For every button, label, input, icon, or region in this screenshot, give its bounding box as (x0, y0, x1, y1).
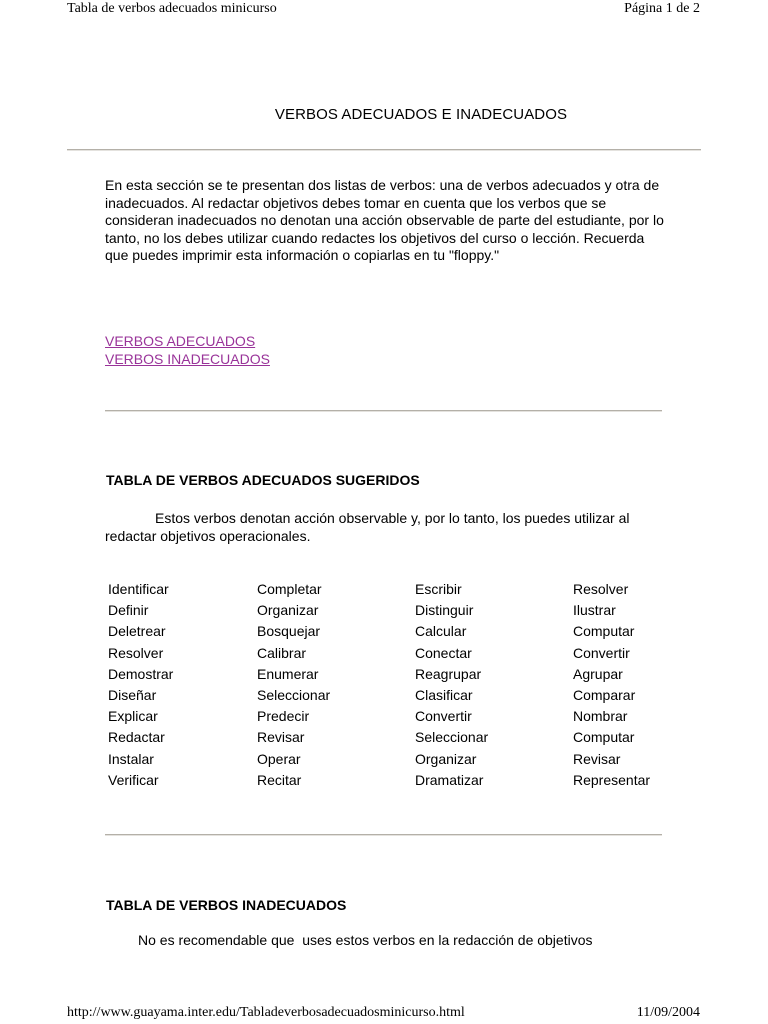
verb-cell: Nombrar (573, 708, 628, 725)
verb-cell: Ilustrar (573, 602, 616, 619)
verb-cell: Demostrar (108, 665, 174, 682)
verb-cell: Verificar (108, 771, 159, 788)
inadecuados-description: No es recomendable que uses estos verbos en la redacción de objetivos (138, 932, 593, 948)
section-heading-verbos-inadecuados: TABLA DE VERBOS INADECUADOS (106, 897, 347, 913)
verb-cell: Bosquejar (257, 623, 321, 640)
verb-cell: Agrupar (573, 665, 623, 682)
verb-cell: Definir (108, 602, 149, 619)
verb-cell: Escribir (415, 581, 462, 597)
verb-cell: Computar (573, 623, 635, 640)
verb-table (0, 579, 768, 799)
verb-cell: Predecir (257, 708, 310, 725)
section-heading-verbos-adecuados: TABLA DE VERBOS ADECUADOS SUGERIDOS (106, 472, 420, 488)
verb-column (573, 579, 650, 791)
verb-cell: Calcular (415, 623, 467, 640)
verb-cell: Convertir (415, 708, 472, 725)
verb-cell: Dramatizar (415, 771, 484, 788)
verb-cell: Organizar (415, 750, 477, 767)
print-footer-date: 11/09/2004 (636, 1005, 700, 1020)
verb-cell: Deletrear (108, 623, 166, 640)
verb-column (257, 579, 330, 791)
verb-cell: Redactar (108, 729, 165, 746)
verb-cell: Diseñar (108, 687, 157, 704)
verb-cell: Representar (573, 771, 651, 788)
print-footer-url: http://www.guayama.inter.edu/Tabladeverbosadecuadosminicurso.html (67, 1005, 465, 1020)
print-header-title: Tabla de verbos adecuados minicurso (67, 1, 277, 16)
verb-cell: Convertir (573, 644, 630, 661)
verb-cell: Reagrupar (415, 665, 482, 682)
link-verbos-adecuados[interactable]: VERBOS ADECUADOS (105, 333, 256, 349)
verb-cell: Resolver (573, 581, 629, 597)
verb-cell: Resolver (108, 644, 164, 661)
adecuados-description: Estos verbos denotan acción observable y, por lo tanto, los puedes utilizar al redactar objetivos operacionales. (105, 510, 630, 544)
horizontal-divider (105, 834, 662, 836)
verb-cell: Comparar (573, 687, 636, 704)
verb-cell: Enumerar (257, 665, 319, 682)
verb-cell: Revisar (257, 729, 305, 746)
link-verbos-inadecuados[interactable]: VERBOS INADECUADOS (105, 351, 270, 367)
verb-cell: Calibrar (257, 644, 307, 661)
horizontal-divider (67, 149, 701, 151)
verb-column (415, 579, 488, 791)
print-header-page-number: Página 1 de 2 (624, 1, 700, 16)
verb-cell: Conectar (415, 644, 472, 661)
verb-cell: Completar (257, 581, 322, 597)
verb-cell: Distinguir (415, 602, 474, 619)
verb-column (108, 579, 173, 791)
verb-cell: Instalar (108, 750, 154, 767)
verb-cell: Operar (257, 750, 301, 767)
verb-cell: Organizar (257, 602, 319, 619)
intro-paragraph: En esta sección se te presentan dos listas de verbos: una de verbos adecuados y otra de inadecuados. Al redactar objetivos debes tomar en cuenta que los verbos que se consideran inadecuados no denotan una acción observable de parte del estudiante, por lo tanto, no los debes utilizar cuando redactes los objetivos del curso o lección. Recuerda que puedes imprimir esta información o copiarlas en tu "floppy." (105, 177, 664, 264)
verb-cell: Explicar (108, 708, 158, 725)
verb-cell: Identificar (108, 581, 169, 597)
verb-cell: Seleccionar (415, 729, 489, 746)
verb-cell: Clasificar (415, 687, 473, 704)
verb-cell: Seleccionar (257, 687, 331, 704)
verb-cell: Recitar (257, 771, 302, 788)
page-title: VERBOS ADECUADOS E INADECUADOS (274, 106, 568, 123)
verb-cell: Computar (573, 729, 635, 746)
horizontal-divider (105, 410, 662, 412)
verb-cell: Revisar (573, 750, 621, 767)
